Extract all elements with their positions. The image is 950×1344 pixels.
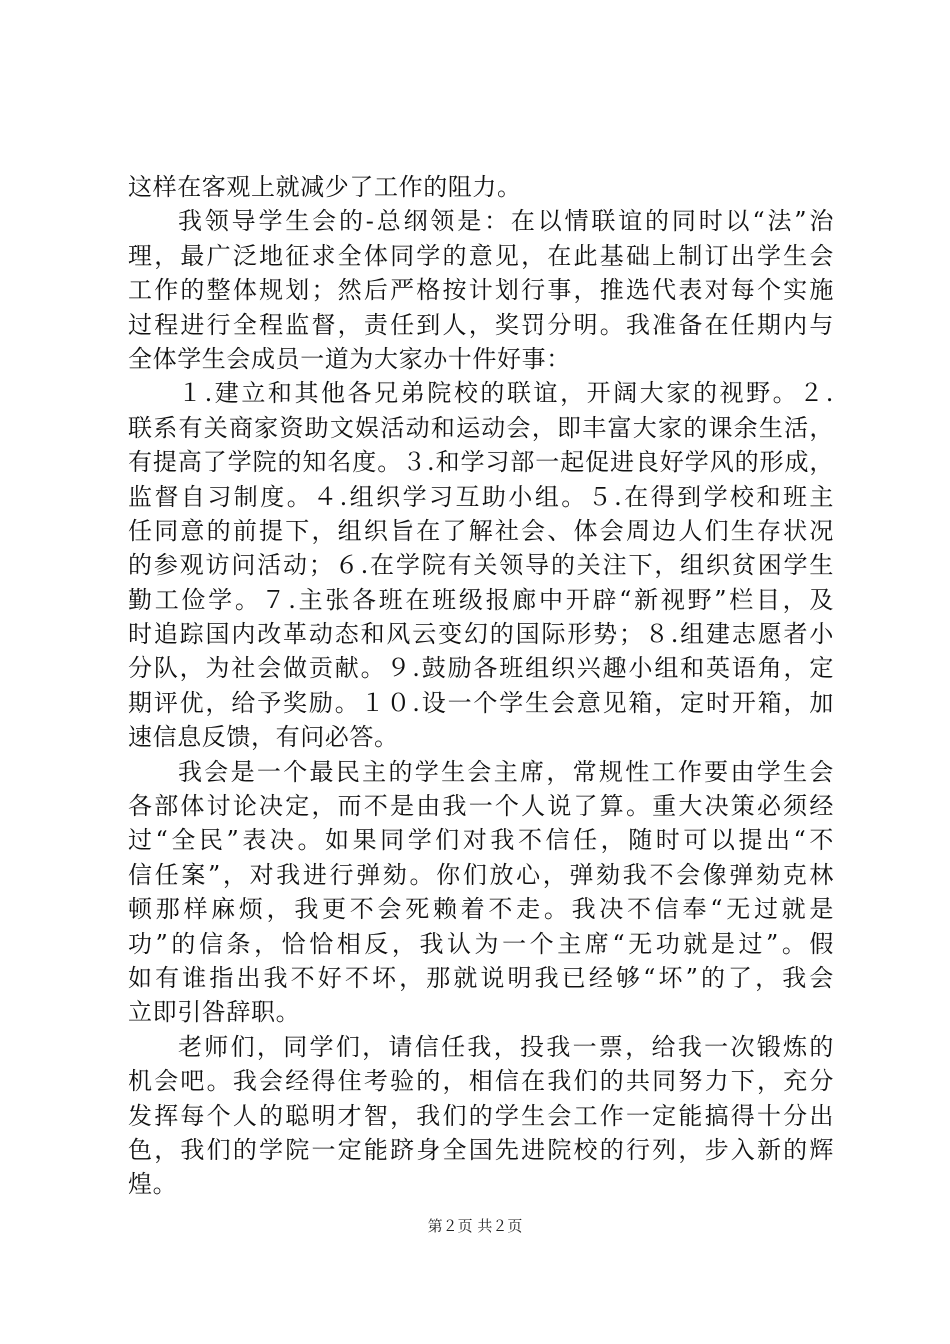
- text-line: 过程进行全程监督，责任到人，奖罚分明。我准备在任期内与: [128, 310, 834, 339]
- text-line: 联系有关商家资助文娱活动和运动会，即丰富大家的课余生活，: [128, 413, 834, 442]
- text-line: 分队，为社会做贡献。９.鼓励各班组织兴趣小组和英语角，定: [128, 654, 834, 683]
- document-body: [128, 170, 834, 1202]
- text-line: 色，我们的学院一定能跻身全国先进院校的行列，步入新的辉: [128, 1135, 834, 1164]
- text-line: 有提高了学院的知名度。３.和学习部一起促进良好学风的形成，: [128, 448, 834, 477]
- text-line: 工作的整体规划；然后严格按计划行事，推选代表对每个实施: [128, 276, 834, 305]
- text-line: 理，最广泛地征求全体同学的意见，在此基础上制订出学生会: [128, 241, 834, 270]
- text-line: 勤工俭学。７.主张各班在班级报廊中开辟“新视野”栏目，及: [128, 585, 834, 614]
- text-line: 的参观访问活动；６.在学院有关领导的关注下，组织贫困学生: [128, 551, 834, 580]
- text-line: 功”的信条，恰恰相反，我认为一个主席“无功就是过”。假: [128, 929, 834, 958]
- text-line: 发挥每个人的聪明才智，我们的学生会工作一定能搞得十分出: [128, 1101, 834, 1130]
- text-line: 信任案”，对我进行弹劾。你们放心，弹劾我不会像弹劾克林: [128, 860, 834, 889]
- paragraph-line: 我领导学生会的-总纲领是：在以情联谊的同时以“法”治: [178, 207, 834, 236]
- text-line: 速信息反馈，有问必答。: [128, 723, 399, 752]
- text-line: 这样在客观上就减少了工作的阻力。: [128, 173, 522, 201]
- text-line: 如有谁指出我不好不坏，那就说明我已经够“坏”的了，我会: [128, 963, 834, 992]
- paragraph-line: 老师们，同学们，请信任我，投我一票，给我一次锻炼的: [178, 1032, 834, 1061]
- text-line: 时追踪国内改革动态和风云变幻的国际形势；８.组建志愿者小: [128, 620, 834, 649]
- paragraph-line: １.建立和其他各兄弟院校的联谊，开阔大家的视野。２.: [178, 379, 834, 408]
- text-line: 过“全民”表决。如果同学们对我不信任，随时可以提出“不: [128, 826, 834, 855]
- page-number-footer: 第２页 共２页: [427, 1217, 523, 1235]
- text-line: 各部体讨论决定，而不是由我一个人说了算。重大决策必须经: [128, 792, 834, 821]
- text-line: 煌。: [128, 1170, 178, 1199]
- text-line: 顿那样麻烦，我更不会死赖着不走。我决不信奉“无过就是: [128, 895, 834, 924]
- text-line: 监督自习制度。４.组织学习互助小组。５.在得到学校和班主: [128, 482, 834, 511]
- text-line: 立即引咎辞职。: [128, 998, 301, 1027]
- paragraph-line: 我会是一个最民主的学生会主席，常规性工作要由学生会: [178, 757, 834, 786]
- text-line: 期评优，给予奖励。１０.设一个学生会意见箱，定时开箱，加: [128, 688, 834, 717]
- text-line: 全体学生会成员一道为大家办十件好事：: [128, 344, 571, 373]
- text-line: 机会吧。我会经得住考验的，相信在我们的共同努力下，充分: [128, 1067, 834, 1096]
- text-line: 任同意的前提下，组织旨在了解社会、体会周边人们生存状况: [128, 516, 834, 545]
